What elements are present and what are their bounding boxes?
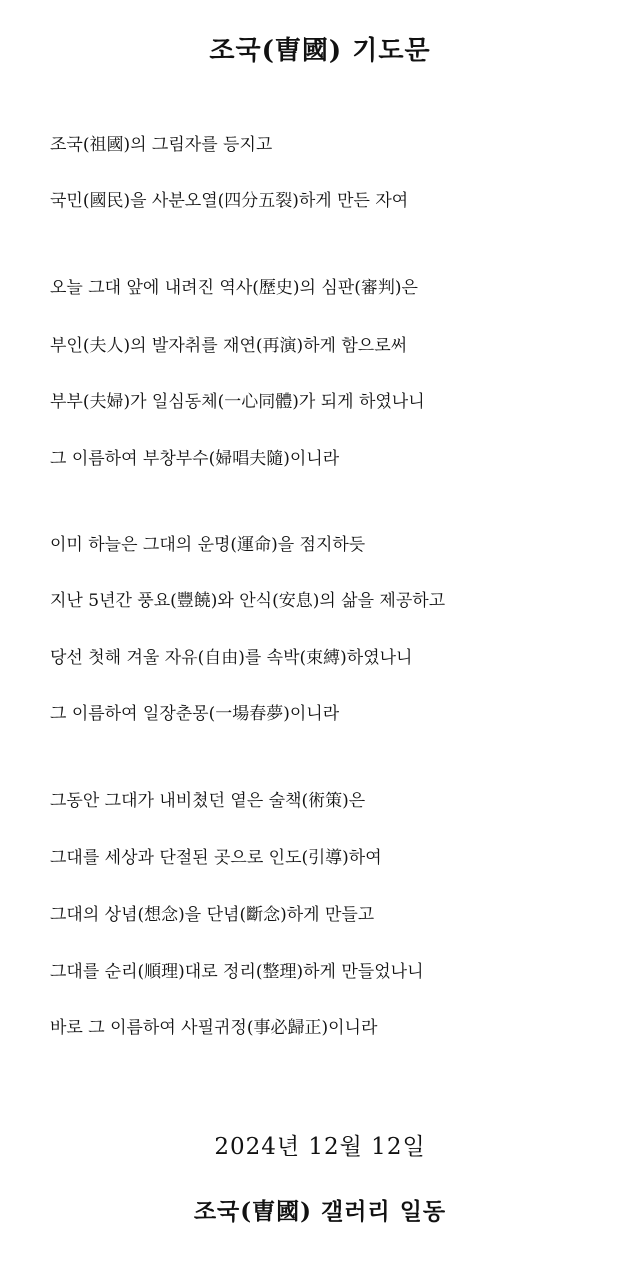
verse-line: 그대를 세상과 단절된 곳으로 인도(引導)하여: [50, 848, 382, 868]
verse-line: 그 이름하여 부창부수(婦唱夫隨)이니라: [50, 449, 340, 469]
verse-line: 그동안 그대가 내비쳤던 옅은 술책(術策)은: [50, 791, 366, 811]
verse-line: 부인(夫人)의 발자취를 재연(再演)하게 함으로써: [50, 336, 408, 356]
document-title: 조국(曺國) 기도문: [209, 36, 431, 66]
verse-line: 부부(夫婦)가 일심동체(一心同體)가 되게 하였나니: [50, 392, 425, 412]
verse-line: 지난 5년간 풍요(豐饒)와 안식(安息)의 삶을 제공하고: [50, 591, 446, 611]
document-signature: 조국(曺國) 갤러리 일동: [193, 1198, 447, 1225]
verse-line: 그 이름하여 일장춘몽(一場春夢)이니라: [50, 704, 340, 724]
verse-line: 이미 하늘은 그대의 운명(運命)을 점지하듯: [50, 535, 366, 555]
verse-line: 그대를 순리(順理)대로 정리(整理)하게 만들었나니: [50, 962, 424, 982]
verse-line: 당선 첫해 겨울 자유(自由)를 속박(束縛)하였나니: [50, 648, 413, 668]
verse-line: 오늘 그대 앞에 내려진 역사(歷史)의 심판(審判)은: [50, 278, 418, 298]
verse-line: 조국(祖國)의 그림자를 등지고: [50, 135, 273, 155]
document-date: 2024년 12월 12일: [214, 1134, 426, 1160]
verse-line: 국민(國民)을 사분오열(四分五裂)하게 만든 자여: [50, 191, 409, 211]
verse-line: 바로 그 이름하여 사필귀정(事必歸正)이니라: [50, 1018, 378, 1038]
verse-line: 그대의 상념(想念)을 단념(斷念)하게 만들고: [50, 905, 375, 925]
